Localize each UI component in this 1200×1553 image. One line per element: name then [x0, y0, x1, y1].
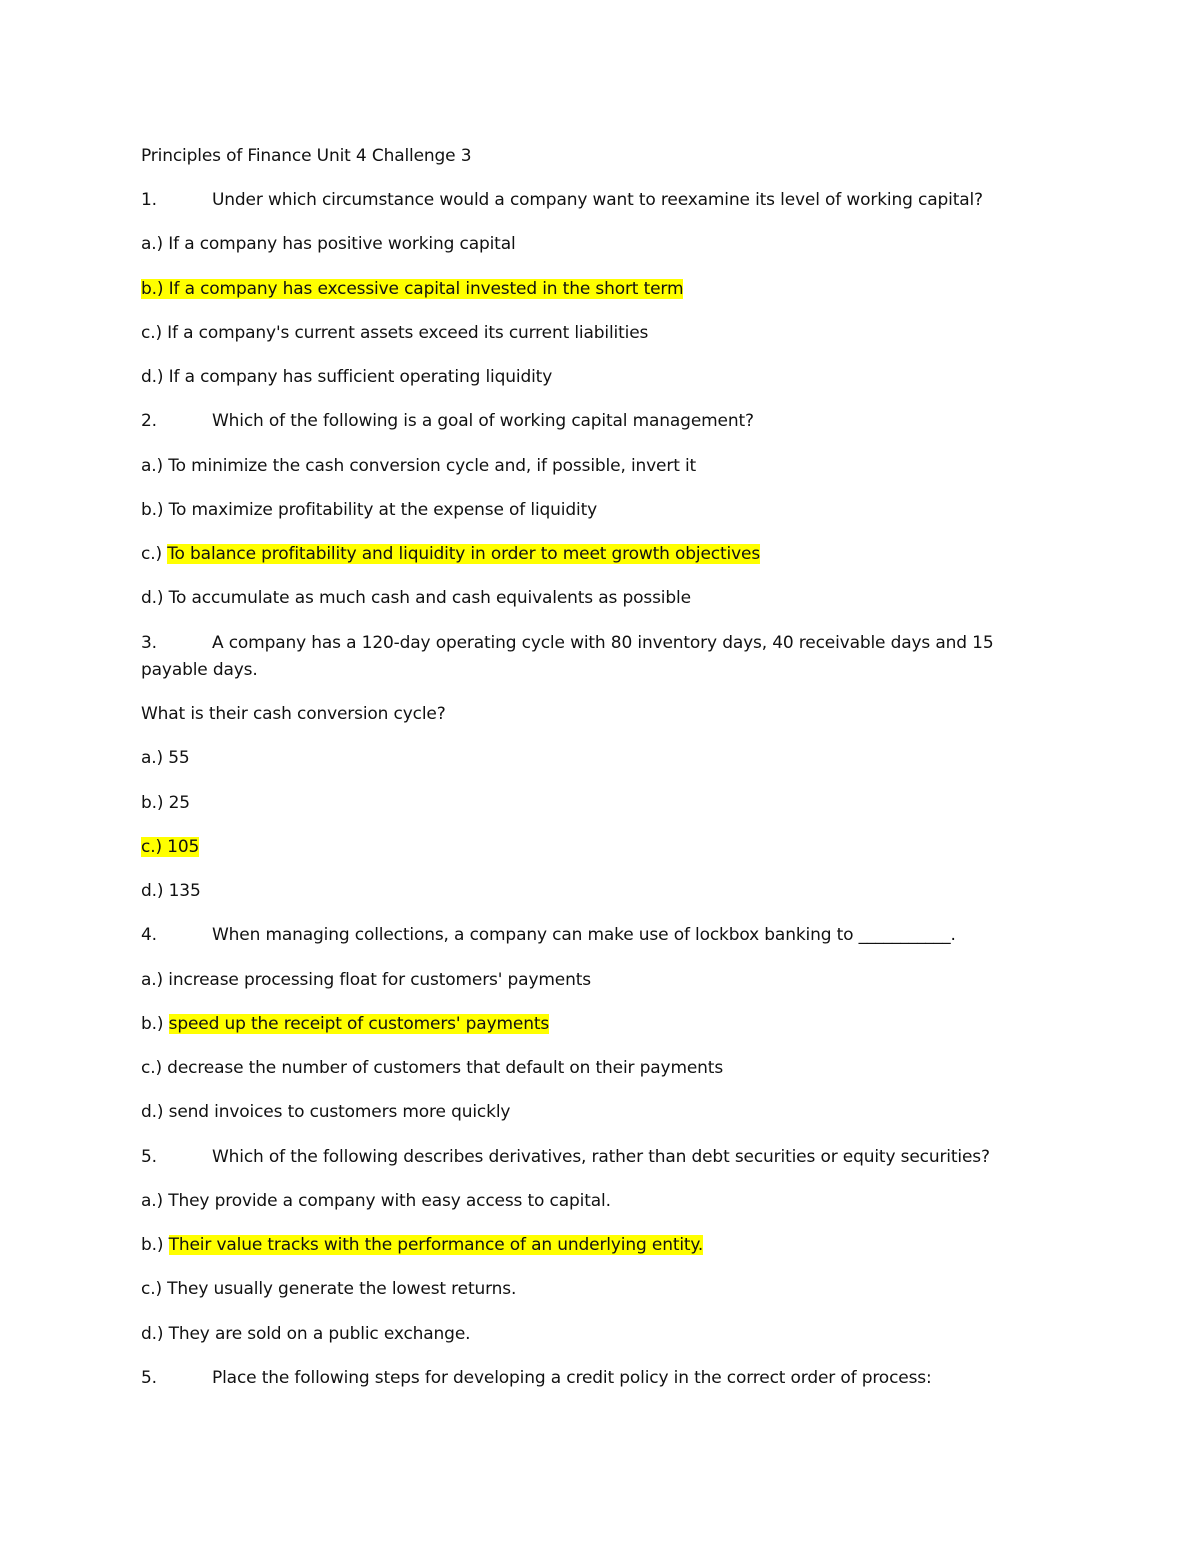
q5-option-d: d.) They are sold on a public exchange.	[141, 1324, 471, 1344]
q4-option-c: c.) decrease the number of customers that default on their payments	[141, 1058, 724, 1078]
q2-option-c	[141, 543, 760, 565]
q4-option-b-prefix: b.)	[141, 1014, 169, 1034]
question-1	[141, 189, 983, 211]
question-6	[141, 1367, 932, 1389]
q3-option-a: a.) 55	[141, 748, 190, 768]
question-2-text: Which of the following is a goal of working capital management?	[212, 411, 754, 431]
q1-option-d: d.) If a company has sufficient operating liquidity	[141, 367, 553, 387]
question-3-number: 3.	[141, 633, 157, 653]
question-4-number: 4.	[141, 925, 157, 945]
question-5	[141, 1146, 990, 1168]
question-6-number: 5.	[141, 1368, 157, 1388]
q1-option-b-highlight: b.) If a company has excessive capital invested in the short term	[141, 279, 684, 299]
question-4	[141, 924, 956, 946]
question-4-text: When managing collections, a company can make use of lockbox banking to ___________.	[212, 925, 956, 945]
q3-option-c-highlight: c.) 105	[141, 837, 200, 857]
q3-option-c	[141, 836, 199, 858]
q4-option-a: a.) increase processing float for customers' payments	[141, 970, 591, 990]
q1-option-a: a.) If a company has positive working capital	[141, 234, 516, 254]
q4-option-b	[141, 1013, 549, 1035]
q2-option-c-highlight: To balance profitability and liquidity in order to meet growth objectives	[167, 544, 761, 564]
question-2	[141, 410, 754, 432]
question-6-text: Place the following steps for developing a credit policy in the correct order of process:	[212, 1368, 932, 1388]
q2-option-a: a.) To minimize the cash conversion cycle and, if possible, invert it	[141, 456, 697, 476]
q4-option-d: d.) send invoices to customers more quickly	[141, 1102, 511, 1122]
q2-option-d: d.) To accumulate as much cash and cash equivalents as possible	[141, 588, 691, 608]
question-3	[141, 632, 994, 654]
q1-option-c: c.) If a company's current assets exceed its current liabilities	[141, 323, 649, 343]
question-5-text: Which of the following describes derivatives, rather than debt securities or equity securities?	[212, 1147, 990, 1167]
q1-option-b	[141, 278, 683, 300]
q3-option-b: b.) 25	[141, 793, 190, 813]
question-3-prompt: What is their cash conversion cycle?	[141, 704, 446, 724]
document-title: Principles of Finance Unit 4 Challenge 3	[141, 146, 472, 166]
question-3-text: A company has a 120-day operating cycle with 80 inventory days, 40 receivable days and 15	[212, 633, 994, 653]
q2-option-b: b.) To maximize profitability at the expense of liquidity	[141, 500, 598, 520]
question-5-number: 5.	[141, 1147, 157, 1167]
q4-option-b-highlight: speed up the receipt of customers' payments	[168, 1014, 550, 1034]
q5-option-c: c.) They usually generate the lowest returns.	[141, 1279, 517, 1299]
q3-option-d: d.) 135	[141, 881, 201, 901]
q2-option-c-prefix: c.)	[141, 544, 168, 564]
question-1-text: Under which circumstance would a company want to reexamine its level of working capital?	[212, 190, 983, 210]
question-2-number: 2.	[141, 411, 157, 431]
question-1-number: 1.	[141, 190, 157, 210]
question-3-continuation: payable days.	[141, 660, 258, 680]
q5-option-a: a.) They provide a company with easy access to capital.	[141, 1191, 611, 1211]
q5-option-b	[141, 1234, 703, 1256]
q5-option-b-prefix: b.)	[141, 1235, 169, 1255]
q5-option-b-highlight: Their value tracks with the performance of an underlying entity.	[168, 1235, 704, 1255]
